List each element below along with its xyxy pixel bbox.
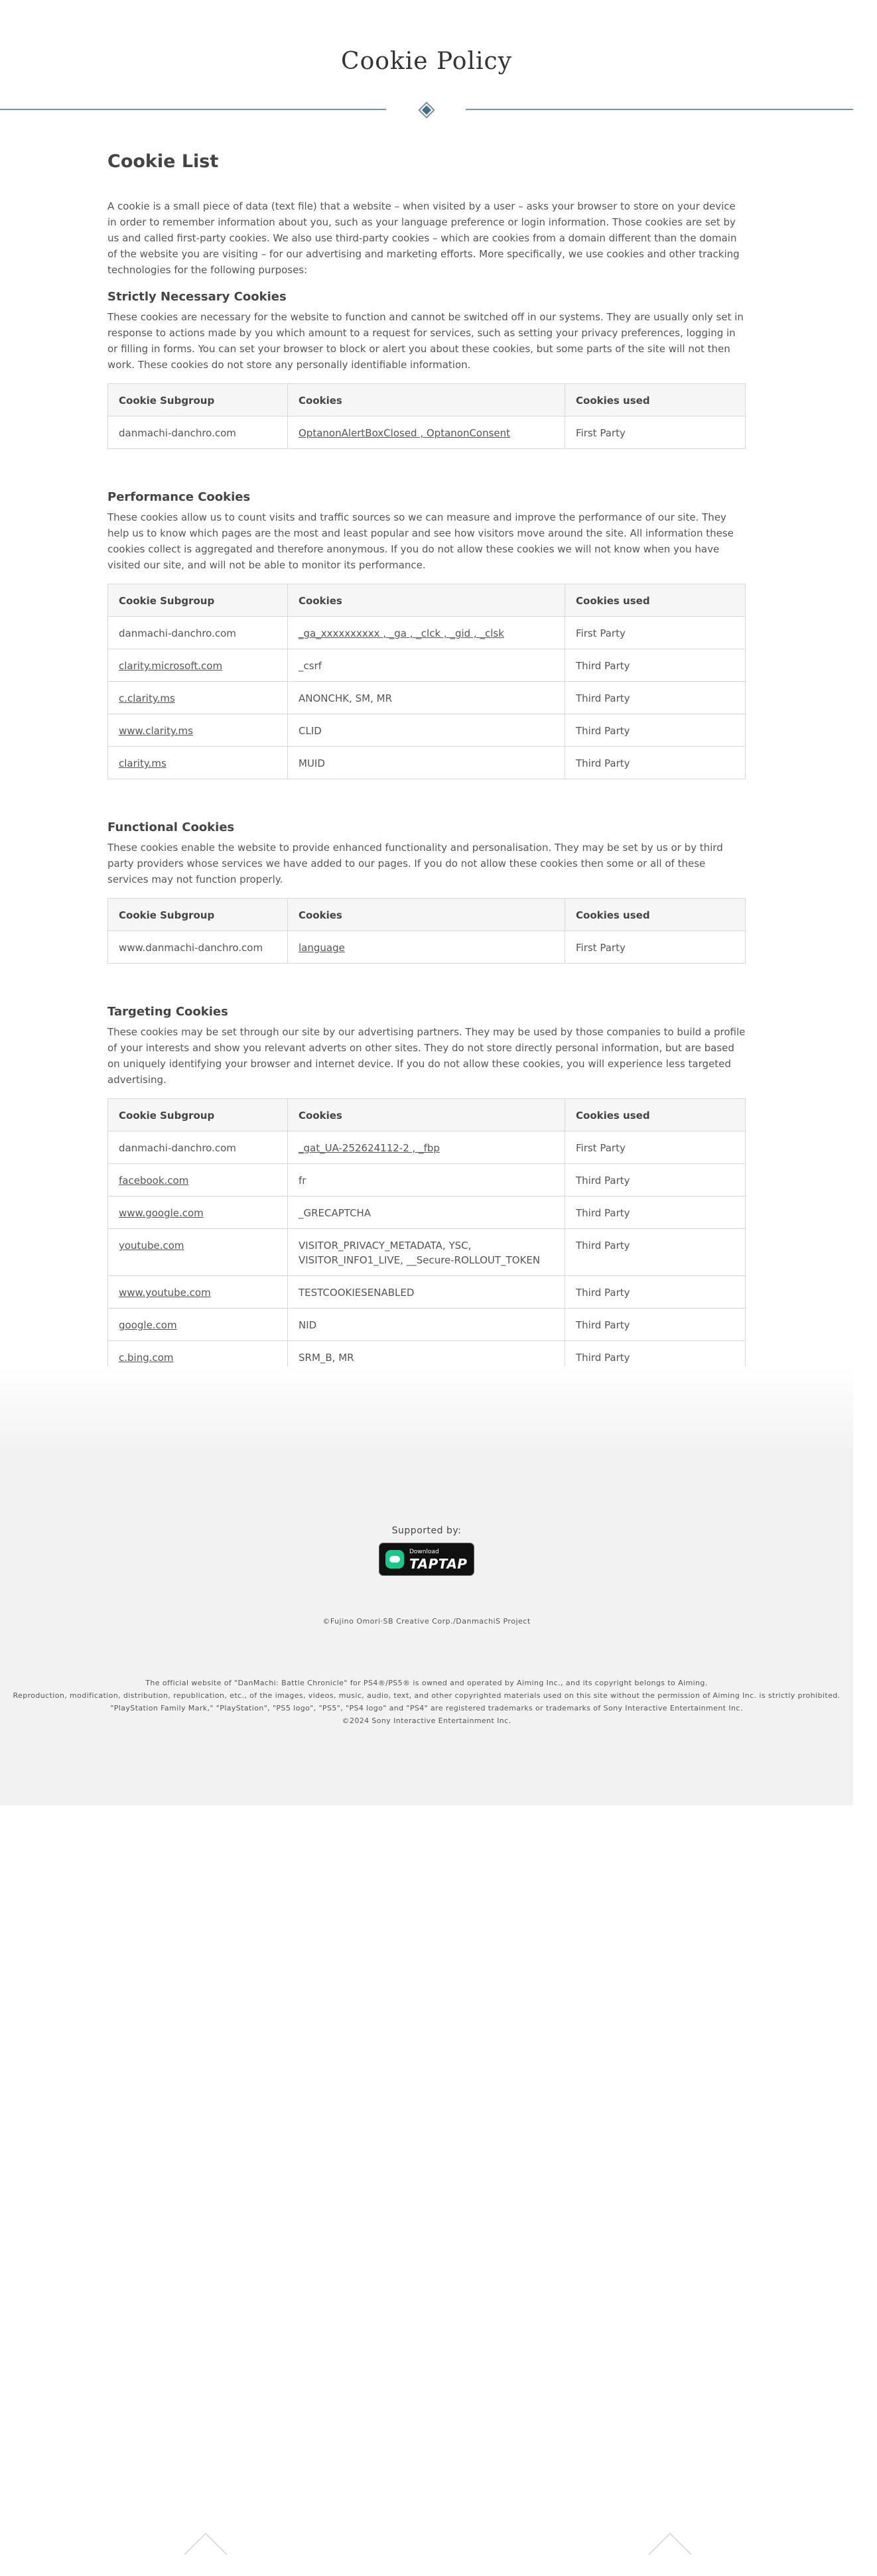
cookie-subgroup-link[interactable]: google.com xyxy=(119,1319,177,1331)
table-row xyxy=(108,649,746,682)
column-header-subgroup: Cookie Subgroup xyxy=(108,584,288,617)
column-header-used: Cookies used xyxy=(565,584,746,617)
table-row xyxy=(108,417,746,449)
cookie-intro-text: A cookie is a small piece of data (text file) that a website – when visited by a user – asks your browser to store on your device in order to remember information about you, such as your language preference or login information. Those cookies are set by us and called first-party cookies. We also use third-party cookies – which are cookies from a domain different than the domain of the website you are visiting – for our advertising and marketing efforts. More specifically, we use cookies and other tracking technologies for the following purposes: xyxy=(107,200,740,276)
legal-notice xyxy=(0,1677,853,1727)
cookie-subgroup-cell xyxy=(108,1196,288,1229)
column-header-cookies: Cookies xyxy=(288,1099,565,1131)
cookie-names-cell: fr xyxy=(288,1164,565,1196)
cookie-subgroup-link[interactable]: c.bing.com xyxy=(119,1352,174,1364)
column-header-subgroup: Cookie Subgroup xyxy=(108,1099,288,1131)
legal-line: The official website of "DanMachi: Battle Chronicle" for PS4®/PS5® is owned and operated by Aiming Inc., and its copyright belongs to Aiming. xyxy=(145,1679,708,1687)
cookie-subgroup-cell: danmachi-danchro.com xyxy=(108,417,288,449)
legal-line: ©2024 Sony Interactive Entertainment Inc. xyxy=(342,1716,511,1725)
table-row xyxy=(108,1309,746,1341)
cookie-names-cell: _GRECAPTCHA xyxy=(288,1196,565,1229)
taptap-badge-brand-text: TAPTAP xyxy=(409,1556,468,1572)
cookie-subgroup-cell: danmachi-danchro.com xyxy=(108,617,288,649)
diamond-ornament-icon xyxy=(418,101,434,117)
column-header-cookies: Cookies xyxy=(288,899,565,931)
cookie-party-cell: First Party xyxy=(565,1131,746,1164)
table-row xyxy=(108,1164,746,1196)
cookie-names-link[interactable]: language xyxy=(299,942,345,954)
footer-fade xyxy=(0,1366,853,1452)
column-header-used: Cookies used xyxy=(565,1099,746,1131)
column-header-subgroup: Cookie Subgroup xyxy=(108,899,288,931)
cookie-category-description: These cookies enable the website to provide enhanced functionality and personalisation. They may be set by us or by third party providers whose services we have added to our pages. If you do not allow these cookies then some or all of these services may not function properly. xyxy=(107,842,723,885)
cookie-table xyxy=(107,898,746,964)
cookie-party-cell: Third Party xyxy=(565,1196,746,1229)
chevron-up-icon xyxy=(184,2532,227,2575)
cookie-names-link[interactable]: OptanonAlertBoxClosed , OptanonConsent xyxy=(299,427,511,439)
cookie-names-cell xyxy=(288,617,565,649)
legal-line: "PlayStation Family Mark," "PlayStation", "PS5 logo", "PS5", "PS4 logo" and "PS4" are registered trademarks or trademarks of Sony Interactive Entertainment Inc. xyxy=(110,1704,743,1712)
column-header-cookies: Cookies xyxy=(288,584,565,617)
table-row xyxy=(108,682,746,714)
cookie-table-header xyxy=(108,384,746,417)
taptap-download-button[interactable] xyxy=(379,1543,474,1576)
copyright-text: ©Fujino Omori·SB Creative Corp./DanmachiS Project xyxy=(322,1617,531,1626)
site-footer xyxy=(0,1452,853,1805)
cookie-names-cell: MUID xyxy=(288,747,565,779)
cookie-party-cell: First Party xyxy=(565,931,746,964)
table-row xyxy=(108,747,746,779)
cookie-party-cell: Third Party xyxy=(565,714,746,747)
cookie-subgroup-link[interactable]: clarity.ms xyxy=(119,757,167,769)
cookie-table xyxy=(107,1098,746,1406)
cookie-category-title: Targeting Cookies xyxy=(107,1005,228,1019)
cookie-names-cell xyxy=(288,931,565,964)
title-divider-left xyxy=(0,109,386,110)
cookie-category-title: Functional Cookies xyxy=(107,820,235,834)
cookie-subgroup-link[interactable]: facebook.com xyxy=(119,1175,189,1187)
cookie-party-cell: First Party xyxy=(565,617,746,649)
cookie-subgroup-cell xyxy=(108,1164,288,1196)
cookie-subgroup-cell xyxy=(108,1276,288,1309)
taptap-logo-icon xyxy=(385,1550,404,1569)
column-header-cookies: Cookies xyxy=(288,384,565,417)
cookie-subgroup-link[interactable]: www.google.com xyxy=(119,1207,204,1219)
cookie-names-cell: VISITOR_PRIVACY_METADATA, YSC, VISITOR_INFO1_LIVE, __Secure-ROLLOUT_TOKEN xyxy=(288,1229,565,1276)
cookie-names-cell: _csrf xyxy=(288,649,565,682)
cookie-subgroup-cell xyxy=(108,649,288,682)
cookie-subgroup-link[interactable]: youtube.com xyxy=(119,1240,184,1252)
cookie-names-cell: TESTCOOKIESENABLED xyxy=(288,1276,565,1309)
cookie-subgroup-link[interactable]: www.youtube.com xyxy=(119,1287,211,1299)
title-divider-right xyxy=(466,109,853,110)
cookie-table-header xyxy=(108,899,746,931)
table-row xyxy=(108,1276,746,1309)
cookie-sections xyxy=(107,290,746,1406)
cookie-table xyxy=(107,584,746,779)
cookie-names-cell xyxy=(288,1131,565,1164)
section-spacer xyxy=(107,964,746,993)
cookie-names-cell: NID xyxy=(288,1309,565,1341)
cookie-names-cell: ANONCHK, SM, MR xyxy=(288,682,565,714)
table-row xyxy=(108,714,746,747)
cookie-subgroup-cell xyxy=(108,1309,288,1341)
cookie-party-cell: First Party xyxy=(565,417,746,449)
cookie-subgroup-cell: www.danmachi-danchro.com xyxy=(108,931,288,964)
cookie-subgroup-cell xyxy=(108,747,288,779)
table-row xyxy=(108,931,746,964)
page-title: Cookie Policy xyxy=(341,48,512,75)
cookie-names-link[interactable]: _ga_xxxxxxxxxx , _ga , _clck , _gid , _clsk xyxy=(299,627,504,639)
cookie-party-cell: Third Party xyxy=(565,747,746,779)
cookie-subgroup-link[interactable]: c.clarity.ms xyxy=(119,692,175,704)
supported-by-label: Supported by: xyxy=(391,1525,462,1536)
cookie-party-cell: Third Party xyxy=(565,1164,746,1196)
cookie-party-cell: Third Party xyxy=(565,1341,746,1374)
cookie-table xyxy=(107,383,746,449)
table-row xyxy=(108,1229,746,1276)
table-row xyxy=(108,1196,746,1229)
cookie-subgroup-cell xyxy=(108,714,288,747)
column-header-used: Cookies used xyxy=(565,384,746,417)
legal-line: Reproduction, modification, distribution, republication, etc., of the images, videos, music, audio, text, and other copyrighted materials used on this site without the permission of Aiming Inc. is strictly prohibited. xyxy=(13,1691,841,1700)
cookie-category-description: These cookies are necessary for the website to function and cannot be switched off in our systems. They are usually only set in response to actions made by you which amount to a request for services, such as setting your privacy preferences, logging in or filling in forms. You can set your browser to block or alert you about these cookies, but some parts of the site will not then work. These cookies do not store any personally identifiable information. xyxy=(107,311,744,371)
column-header-used: Cookies used xyxy=(565,899,746,931)
cookie-subgroup-link[interactable]: clarity.microsoft.com xyxy=(119,660,223,672)
cookie-party-cell: Third Party xyxy=(565,1309,746,1341)
cookie-policy-content xyxy=(107,151,746,1406)
column-header-subgroup: Cookie Subgroup xyxy=(108,384,288,417)
cookie-list-heading: Cookie List xyxy=(107,151,219,172)
cookie-category-title: Performance Cookies xyxy=(107,490,251,504)
cookie-party-cell: Third Party xyxy=(565,682,746,714)
page-header xyxy=(0,0,853,133)
cookie-subgroup-link[interactable]: www.clarity.ms xyxy=(119,725,193,737)
taptap-badge-small-text: Download xyxy=(409,1549,439,1555)
cookie-names-link[interactable]: _gat_UA-252624112-2 , _fbp xyxy=(299,1142,440,1154)
cookie-names-cell: SRM_B, MR xyxy=(288,1341,565,1374)
cookie-names-cell xyxy=(288,417,565,449)
cookie-party-cell: Third Party xyxy=(565,649,746,682)
cookie-category-description: These cookies allow us to count visits and traffic sources so we can measure and improve the performance of our site. They help us to know which pages are the most and least popular and see how visitors move around the site. All information these cookies collect is aggregated and therefore anonymous. If you do not allow these cookies we will not know when you have visited our site, and will not be able to monitor its performance. xyxy=(107,511,734,571)
chevron-up-icon xyxy=(648,2532,691,2575)
cookie-party-cell: Third Party xyxy=(565,1229,746,1276)
cookie-table-header xyxy=(108,584,746,617)
cookie-subgroup-cell xyxy=(108,682,288,714)
cookie-names-cell: CLID xyxy=(288,714,565,747)
table-row xyxy=(108,617,746,649)
cookie-party-cell: Third Party xyxy=(565,1276,746,1309)
cookie-subgroup-cell xyxy=(108,1229,288,1276)
cookie-subgroup-cell: danmachi-danchro.com xyxy=(108,1131,288,1164)
cookie-table-header xyxy=(108,1099,746,1131)
cookie-category-description: These cookies may be set through our site by our advertising partners. They may be used by those companies to build a profile of your interests and show you relevant adverts on other sites. They do not store directly personal information, but are based on uniquely identifying your browser and internet device. If you do not allow these cookies, you will experience less targeted advertising. xyxy=(107,1026,746,1086)
section-spacer xyxy=(107,449,746,478)
cookie-category-title: Strictly Necessary Cookies xyxy=(107,290,287,304)
table-row xyxy=(108,1131,746,1164)
section-spacer xyxy=(107,779,746,808)
